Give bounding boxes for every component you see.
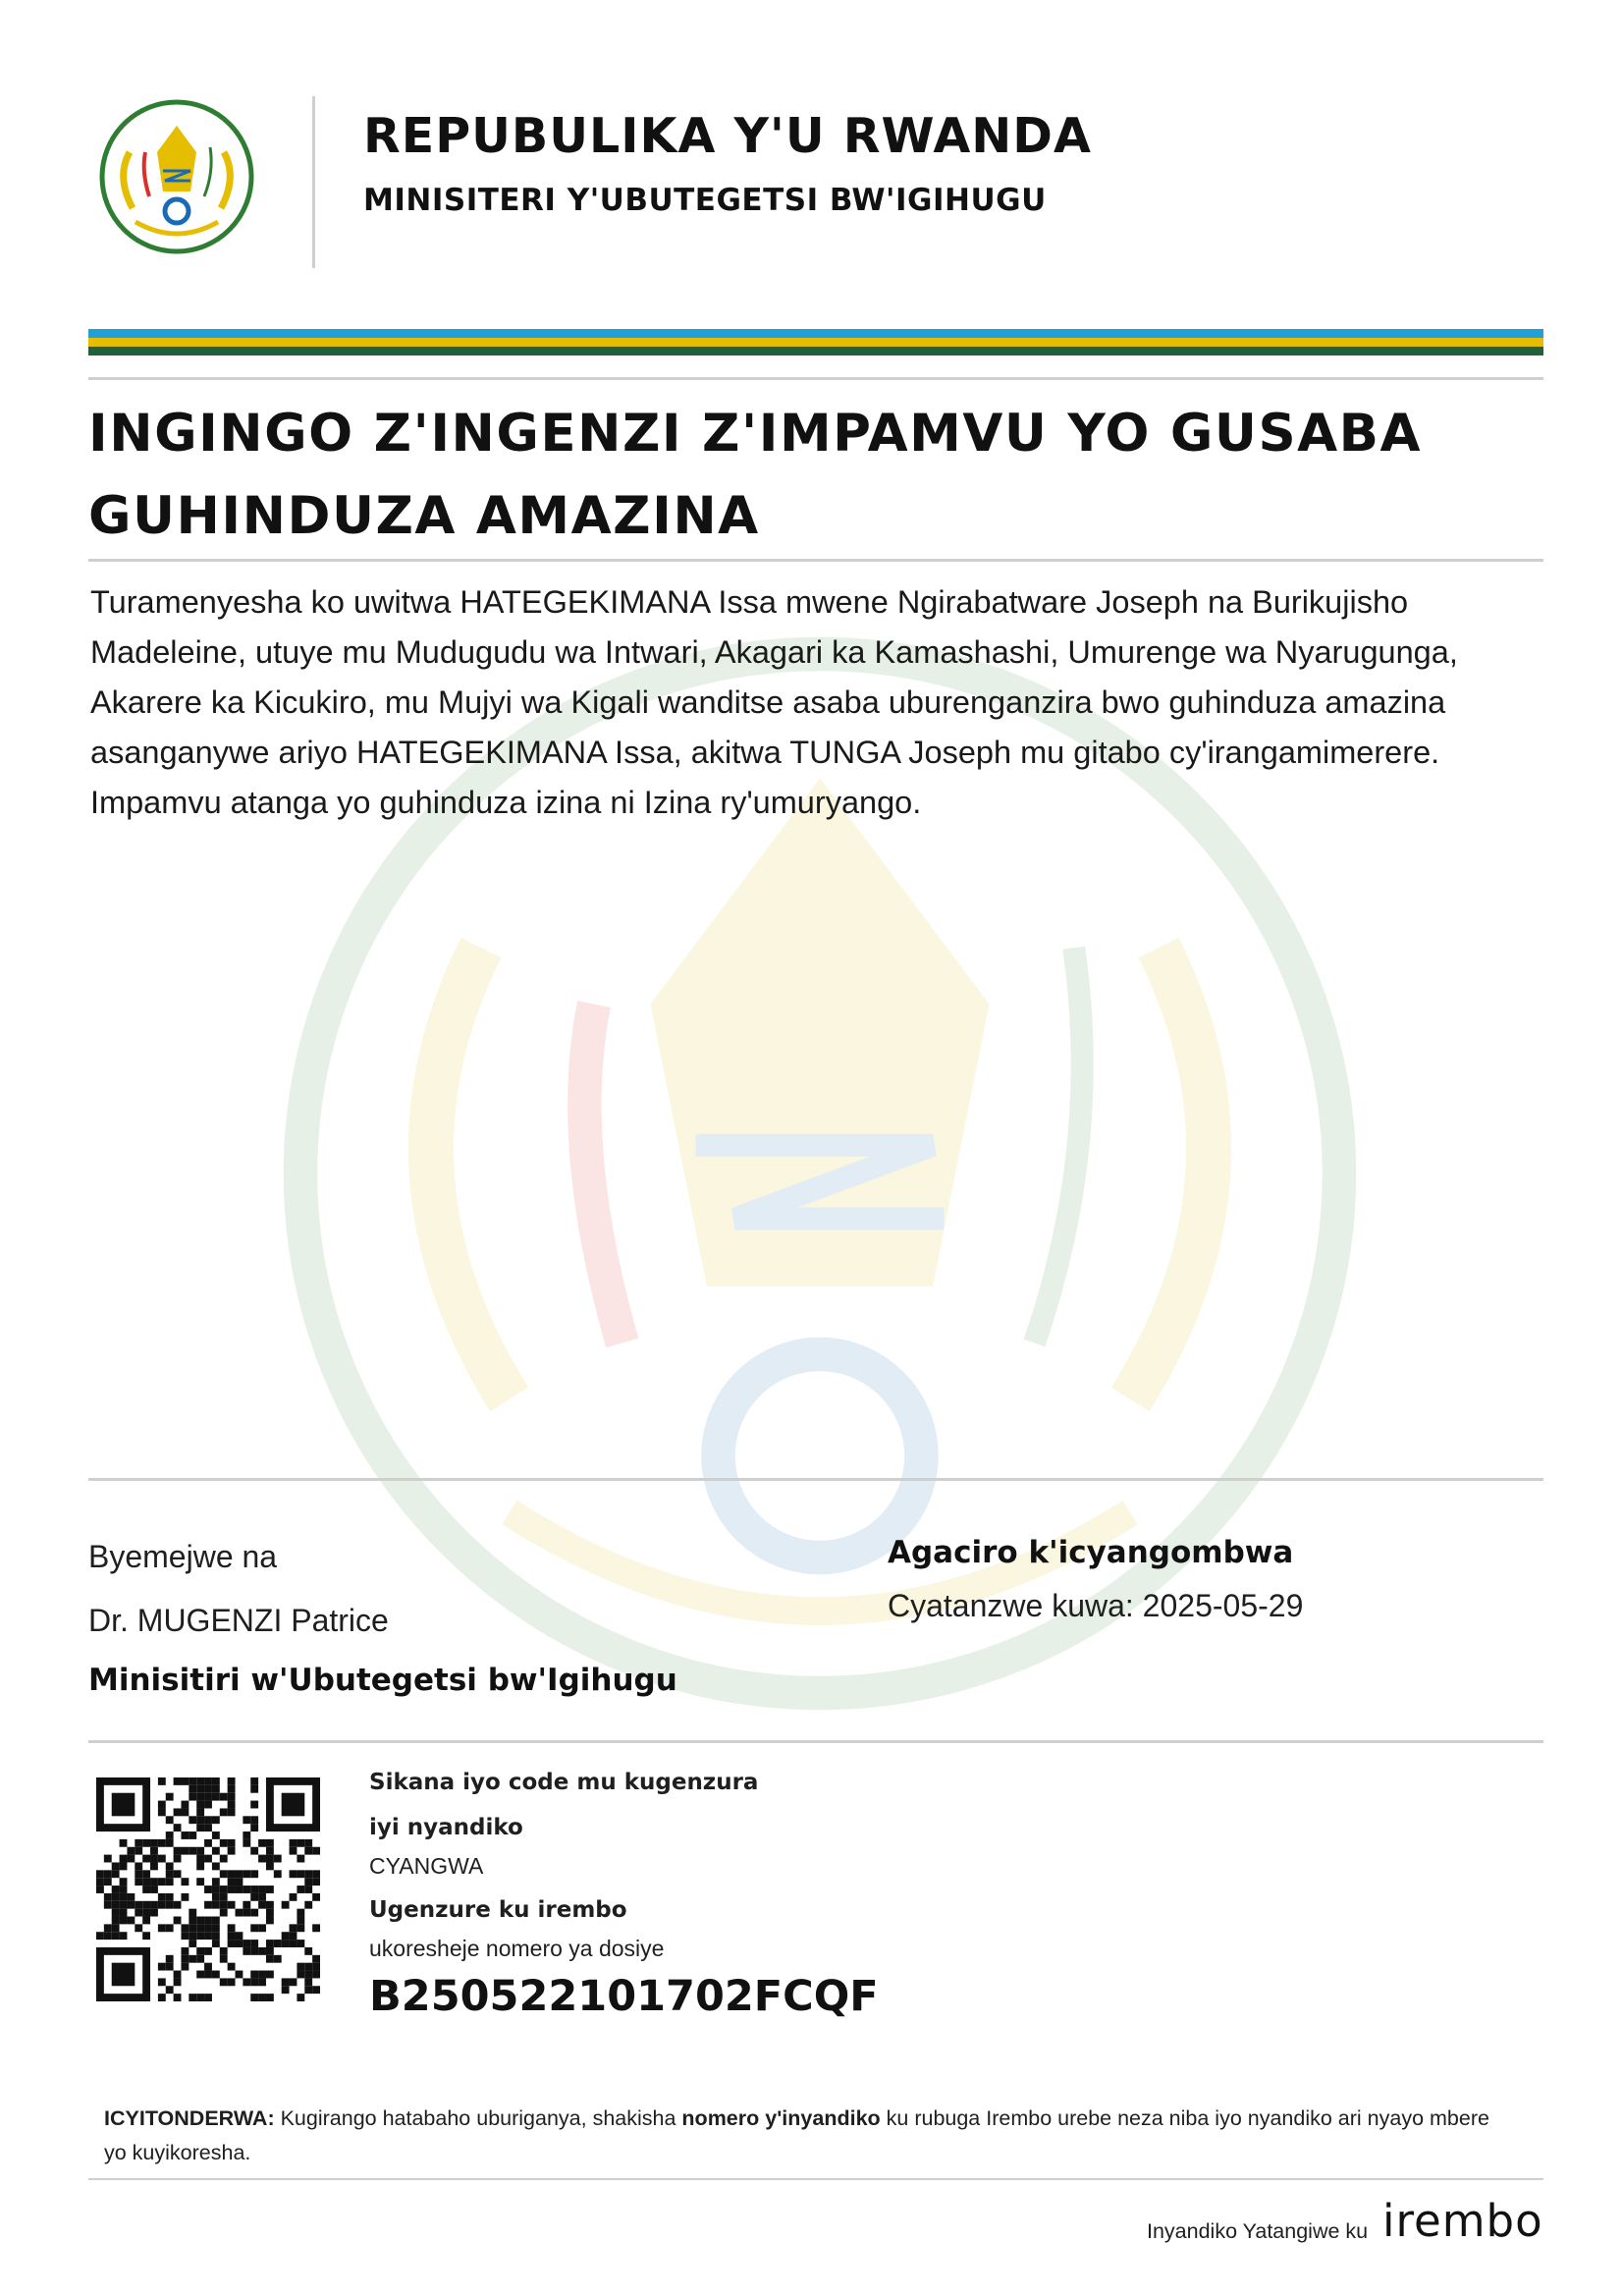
issued-by-text: Inyandiko Yatangiwe ku	[1147, 2219, 1369, 2243]
verify-instruction-line-2: iyi nyandiko	[369, 1815, 523, 1840]
document-title	[88, 393, 1543, 558]
qr-code[interactable]	[96, 1777, 320, 2001]
document-title-line-1: INGINGO Z'INGENZI Z'IMPAMVU YO GUSABA	[88, 404, 1423, 464]
flag-stripe	[88, 329, 1543, 355]
notice-emphasis: nomero y'inyandiko	[681, 2106, 881, 2130]
issue-date: Cyatanzwe kuwa: 2025-05-29	[888, 1588, 1304, 1623]
minister-name: Dr. MUGENZI Patrice	[88, 1603, 389, 1638]
footer-rule	[88, 2178, 1543, 2180]
rwanda-coat-of-arms-icon	[98, 98, 255, 255]
verification-top-rule	[88, 1740, 1543, 1743]
title-top-rule	[88, 377, 1543, 380]
verify-instruction-line-1: Sikana iyo code mu kugenzura	[369, 1770, 759, 1795]
minister-title: Minisitiri w'Ubutegetsi bw'Igihugu	[88, 1663, 677, 1698]
verify-instruction-line-4: ukoresheje nomero ya dosiye	[369, 1936, 665, 1961]
header-title: REPUBULIKA Y'U RWANDA	[363, 108, 1092, 164]
header-subtitle: MINISITERI Y'UBUTEGETSI BW'IGIHUGU	[363, 183, 1047, 218]
signature-top-rule	[88, 1478, 1543, 1481]
approved-by-label: Byemejwe na	[88, 1539, 278, 1574]
validity-label: Agaciro k'icyangombwa	[888, 1535, 1294, 1570]
document-title-line-2: GUHINDUZA AMAZINA	[88, 486, 760, 546]
notice-text-before: Kugirango hatabaho uburiganya, shakisha	[280, 2106, 676, 2130]
notice-text-after: ku rubuga Irembo urebe neza niba iyo nyandiko ari nyayo mbere yo kuyikoresha.	[104, 2106, 1489, 2164]
notice-label: ICYITONDERWA:	[104, 2106, 275, 2130]
title-bottom-rule	[88, 559, 1543, 562]
verify-instruction-line-3: Ugenzure ku irembo	[369, 1897, 627, 1923]
file-number: B250522101702FCQF	[369, 1972, 879, 2021]
irembo-logo[interactable]: irembo	[1382, 2195, 1543, 2247]
notice	[104, 2102, 1498, 2170]
header-divider	[312, 96, 315, 268]
document-body: Turamenyesha ko uwitwa HATEGEKIMANA Issa mwene Ngirabatware Joseph na Burikujisho Madeleine, utuye mu Mudugudu wa Intwari, Akagari ka Kamashashi, Umurenge wa Nyarugunga, Akarere ka Kicukiro, mu Mujyi wa Kigali wanditse asaba uburenganzira bwo guhinduza amazina asanganywe ariyo HATEGEKIMANA Issa, akitwa TUNGA Joseph mu gitabo cy'irangamimerere. Impamvu atanga yo guhinduza izina ni Izina ry'umuryango.	[90, 584, 1458, 820]
verify-or-text: CYANGWA	[369, 1853, 484, 1879]
